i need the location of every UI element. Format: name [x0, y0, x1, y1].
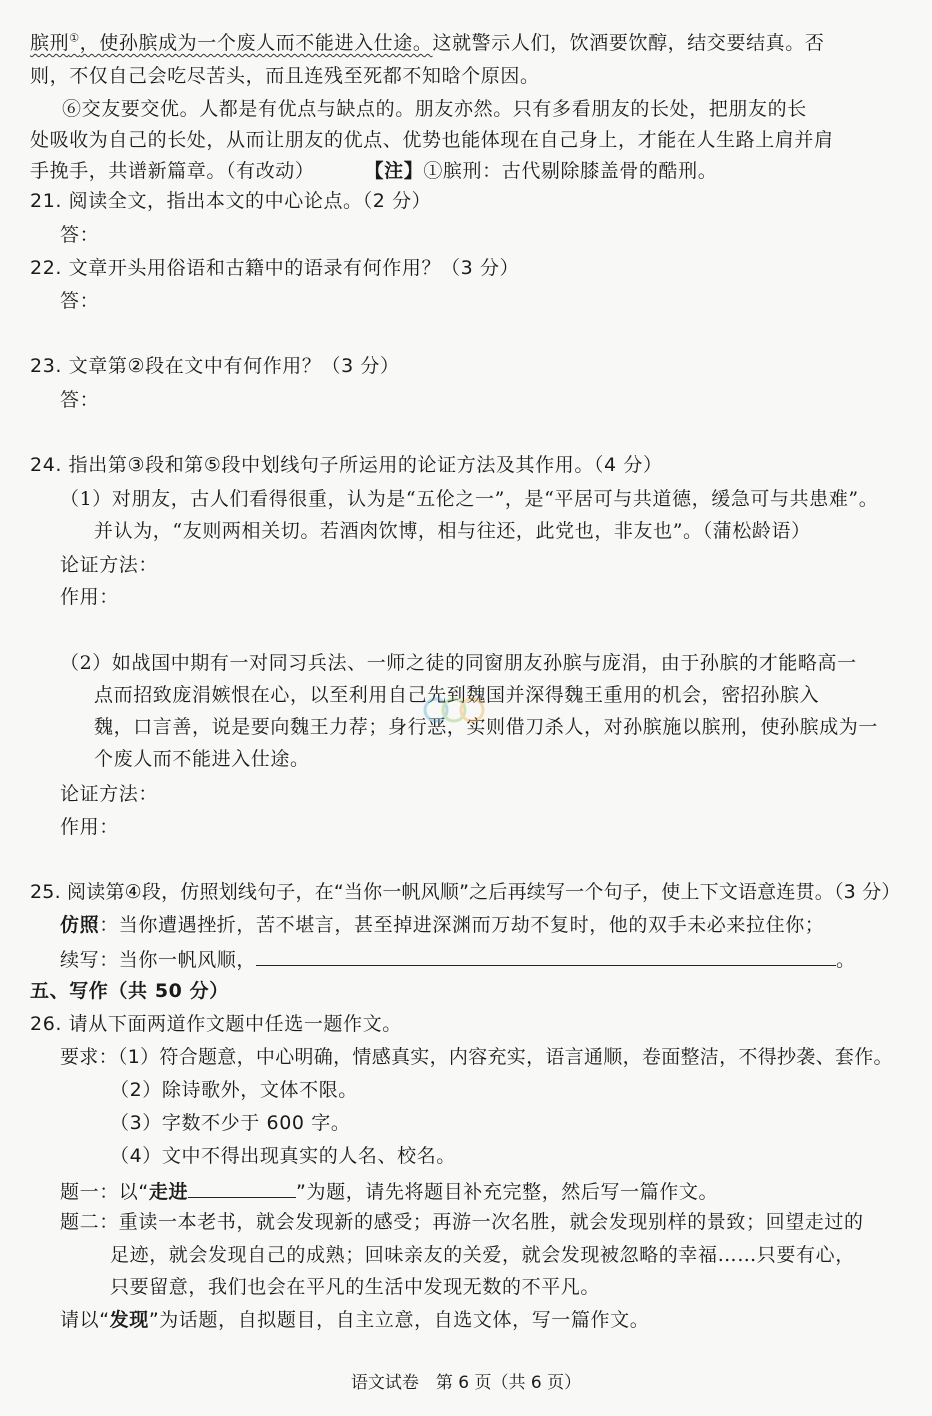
- question-25: 25. 阅读第④段，仿照划线句子，在“当你一帆风顺”之后再续写一个句子，使上下文语意连贯。（3 分）: [30, 881, 901, 903]
- topic-text: ”为话题，自拟题目，自主立意，自选文体，写一篇作文。: [148, 1309, 650, 1331]
- answer-label: 答：: [60, 389, 100, 411]
- passage-text: 手挽手，共谱新篇章。（有改动）: [30, 160, 315, 182]
- requirement-2: （2）除诗歌外，文体不限。: [110, 1079, 358, 1101]
- title-blank[interactable]: [188, 1177, 296, 1198]
- topic-text: 题一：以“: [60, 1181, 149, 1203]
- footnote-text: ①膑刑：古代剔除膝盖骨的酷刑。: [423, 160, 718, 182]
- model-label: 仿照: [60, 914, 100, 936]
- topic-1: [60, 1177, 718, 1205]
- q24-part1-line1: （1）对朋友，古人们看得很重，认为是“五伦之一”，是“平居可与共道德，缓急可与共患难”。: [60, 488, 879, 510]
- footnote-mark: ①: [69, 31, 80, 45]
- method-label: 论证方法：: [60, 783, 159, 805]
- answer-label: 答：: [60, 290, 100, 312]
- watermark-logo: [420, 688, 510, 728]
- topic-text: ”为题，请先将题目补充完整，然后写一篇作文。: [296, 1181, 719, 1203]
- q24-part2-line3: 魏，口言善，说是要向魏王力荐；身行恶，实则借刀杀人，对孙膑施以膑刑，使孙膑成为一: [94, 716, 879, 738]
- answer-label: 答：: [60, 224, 100, 246]
- section-title-writing: 五、写作（共 50 分）: [30, 980, 229, 1002]
- passage-line-2: 则，不仅自己会吃尽苦头，而且连残至死都不知晗个原因。: [30, 65, 540, 87]
- topic-2-instruction: [60, 1307, 649, 1333]
- question-21: 21. 阅读全文，指出本文的中心论点。（2 分）: [30, 190, 432, 212]
- q24-part2-line4: 个废人而不能进入仕途。: [94, 748, 310, 770]
- topic-2-line2: 足迹，就会发现自己的成熟；回味亲友的关爱，就会发现被忽略的幸福……只要有心，: [110, 1244, 855, 1266]
- passage-text: 这就警示人们，饮酒要饮醇，结交要结真。否: [432, 32, 825, 54]
- answer-blank[interactable]: [256, 945, 836, 966]
- method-label: 论证方法：: [60, 554, 159, 576]
- topic-text: 请以“: [60, 1309, 110, 1331]
- passage-line-5: [30, 158, 717, 184]
- requirement-4: （4）文中不得出现真实的人名、校名。: [110, 1145, 456, 1167]
- question-24: 24. 指出第③段和第⑤段中划线句子所运用的论证方法及其作用。（4 分）: [30, 454, 663, 476]
- effect-label: 作用：: [60, 816, 119, 838]
- continue-end: 。: [836, 949, 856, 971]
- question-26: 26. 请从下面两道作文题中任选一题作文。: [30, 1013, 402, 1035]
- requirement-3: （3）字数不少于 600 字。: [110, 1112, 351, 1134]
- q25-continue-line: [60, 945, 856, 973]
- topic-keyword: 发现: [109, 1309, 149, 1331]
- requirement-1: 要求：（1）符合题意，中心明确，情感真实，内容充实，语言通顺，卷面整洁，不得抄袭、套作。: [60, 1046, 893, 1068]
- note-label: 【注】: [364, 160, 424, 182]
- topic-keyword: 走进: [148, 1181, 189, 1203]
- question-22: 22. 文章开头用俗语和古籍中的语录有何作用？（3 分）: [30, 257, 520, 279]
- passage-line-1: [30, 30, 825, 56]
- page-footer: 语文试卷 第 6 页（共 6 页）: [350, 1373, 582, 1393]
- topic-2-line3: 只要留意，我们也会在平凡的生活中发现无数的不平凡。: [110, 1276, 601, 1298]
- q24-part1-line2: 并认为，“友则两相关切。若酒肉饮博，相与往还，此党也，非友也”。（蒲松龄语）: [94, 520, 811, 542]
- effect-label: 作用：: [60, 586, 119, 608]
- q24-part2-line1: （2）如战国中期有一对同习兵法、一师之徒的同窗朋友孙膑与庞涓，由于孙膑的才能略高一: [60, 652, 857, 674]
- passage-text: 膑刑: [30, 32, 70, 54]
- continue-label: 续写：当你一帆风顺，: [60, 949, 257, 971]
- topic-2-line1: 题二：重读一本老书，就会发现新的感受；再游一次名胜，就会发现别样的景致；回望走过的: [60, 1211, 864, 1233]
- passage-text: ，使孙膑成为一个废人而不能进入仕途。: [79, 32, 433, 54]
- model-text: ：当你遭遇挫折，苦不堪言，甚至掉进深渊而万劫不复时，他的双手未必来拉住你；: [99, 914, 825, 936]
- question-23: 23. 文章第②段在文中有何作用？（3 分）: [30, 355, 400, 377]
- passage-line-4: 处吸收为自己的长处，从而让朋友的优点、优势也能体现在自己身上，才能在人生路上肩并肩: [30, 129, 834, 151]
- q24-part2-line2: 点而招致庞涓嫉恨在心，以至利用自己先到魏国并深得魏王重用的机会，密招孙膑入: [94, 684, 820, 706]
- q25-model-sentence: [60, 912, 824, 938]
- passage-paragraph-6: ⑥交友要交优。人都是有优点与缺点的。朋友亦然。只有多看朋友的长处，把朋友的长: [62, 98, 807, 120]
